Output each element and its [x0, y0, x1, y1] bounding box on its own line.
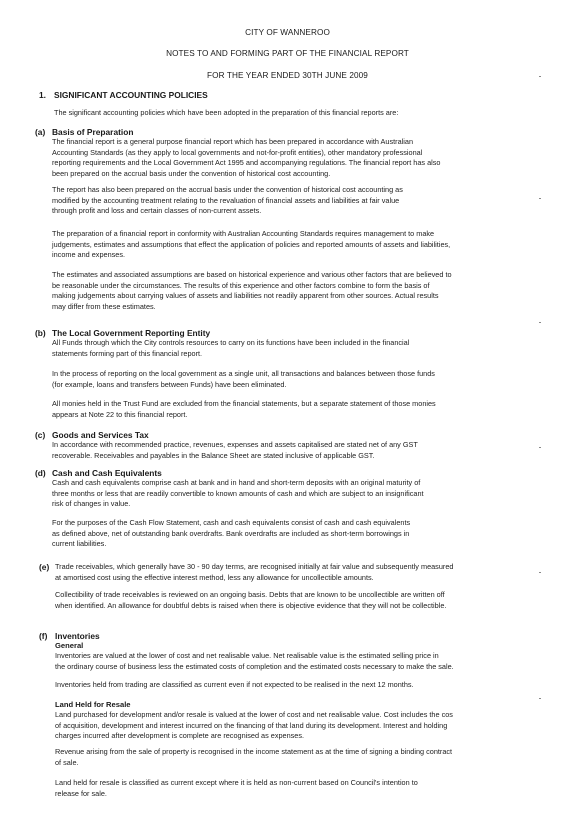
- item-f-para-2: Inventories held from trading are classified as current even if not expected to be realised in the next 12 months.: [55, 680, 414, 689]
- org-name: CITY OF WANNEROO: [245, 28, 330, 37]
- scan-speck: [539, 76, 541, 77]
- item-b-label: (b): [35, 328, 46, 338]
- report-period: FOR THE YEAR ENDED 30TH JUNE 2009: [207, 71, 368, 80]
- item-a-para-2: The report has also been prepared on the accrual basis under the convention of historical cost accounting as modified by the accounting treatment relating to the revaluation of financial assets and liabilities at fair value through profit and loss and certain classes of non-current assets.: [52, 185, 403, 216]
- item-e-label: (e): [39, 562, 50, 572]
- item-f-general-heading: General: [55, 641, 84, 650]
- scan-speck: [539, 322, 541, 323]
- item-a-title: Basis of Preparation: [52, 127, 134, 137]
- item-a-para-4: The estimates and associated assumptions are based on historical experience and various other factors that are believed to be reasonable under the circumstances. The results of this experience and other factors combine to form the basis of making judgements about carrying values of assets and liabilities not readily apparent from other sources. Actual results may differ from these estimates.: [52, 270, 452, 311]
- item-f-label: (f): [39, 631, 48, 641]
- item-b-title: The Local Government Reporting Entity: [52, 328, 211, 338]
- section-title: SIGNIFICANT ACCOUNTING POLICIES: [54, 90, 208, 100]
- item-f-para-4: Revenue arising from the sale of property is recognised in the income statement as at the time of signing a binding contract of sale.: [55, 747, 453, 767]
- item-e-para-1: Trade receivables, which generally have 30 - 90 day terms, are recognised initially at fair value and subsequently measured at amortised cost using the effective interest method, less any allowance for uncollectible amounts.: [55, 562, 454, 582]
- item-c-title: Goods and Services Tax: [52, 430, 149, 440]
- scan-speck: [539, 698, 541, 699]
- item-b-para-2: In the process of reporting on the local government as a single unit, all transactions and balances between those funds (for example, loans and transfers between Funds) have been eliminated.: [52, 369, 435, 389]
- report-title: NOTES TO AND FORMING PART OF THE FINANCIAL REPORT: [166, 49, 409, 58]
- item-a-para-1: The financial report is a general purpose financial report which has been prepared in accordance with Australian Accounting Standards (as they apply to local governments and not-for-profit entities), other mandatory professional reporting requirements and the Local Government Act 1995 and accompanying regulations. The financial report has also been prepared on the accrual basis under the convention of historical cost accounting.: [52, 137, 441, 178]
- item-f-para-1: Inventories are valued at the lower of cost and net realisable value. Net realisable value is the estimated selling price in the ordinary course of business less the estimated costs of completion and the estimated costs necessary to make the sale.: [55, 651, 454, 671]
- item-f-para-5: Land held for resale is classified as current except where it is held as non-current based on Council's intention to release for sale.: [55, 778, 418, 798]
- item-d-label: (d): [35, 468, 46, 478]
- item-a-para-3: The preparation of a financial report in conformity with Australian Accounting Standards requires management to make judgements, estimates and assumptions that effect the application of policies and reported amounts of assets and liabilities, income and expenses.: [52, 229, 451, 260]
- item-f-land-heading: Land Held for Resale: [55, 700, 131, 709]
- item-d-para-2: For the purposes of the Cash Flow Statement, cash and cash equivalents consist of cash and cash equivalents as defined above, net of outstanding bank overdrafts. Bank overdrafts are included as short-term borrowings in current liabilities.: [52, 518, 411, 549]
- item-d-para-1: Cash and cash equivalents comprise cash at bank and in hand and short-term deposits with an original maturity of three months or less that are readily convertible to known amounts of cash and which are subject to an insignificant risk of changes in value.: [52, 478, 424, 509]
- scan-speck: [539, 198, 541, 199]
- item-a-label: (a): [35, 127, 46, 137]
- item-b-para-1: All Funds through which the City controls resources to carry on its functions have been included in the financial statements forming part of this financial report.: [52, 338, 410, 358]
- item-b-para-3: All monies held in the Trust Fund are excluded from the financial statements, but a separate statement of those monies appears at Note 22 to this financial report.: [52, 399, 436, 419]
- item-e-para-2: Collectibility of trade receivables is reviewed on an ongoing basis. Debts that are known to be uncollectible are written off when identified. An allowance for doubtful debts is raised when there is objective evidence that they will not be collectible.: [55, 590, 447, 610]
- section-intro: The significant accounting policies which have been adopted in the preparation of this financial reports are:: [54, 108, 399, 117]
- item-c-label: (c): [35, 430, 46, 440]
- scan-speck: [539, 572, 541, 573]
- item-f-para-3: Land purchased for development and/or resale is valued at the lower of cost and net realisable value. Cost includes the cos of acquisition, development and interest incurred on the financing of that land during its development. Interest and holding charges incurred after development is complete are recognised as expenses.: [55, 710, 453, 741]
- item-d-title: Cash and Cash Equivalents: [52, 468, 162, 478]
- item-c-para-1: In accordance with recommended practice, revenues, expenses and assets capitalised are stated net of any GST recoverable. Receivables and payables in the Balance Sheet are stated inclusive of applicable GST.: [52, 440, 418, 460]
- item-f-title: Inventories: [55, 631, 100, 641]
- section-number: 1.: [39, 90, 46, 100]
- scan-speck: [539, 447, 541, 448]
